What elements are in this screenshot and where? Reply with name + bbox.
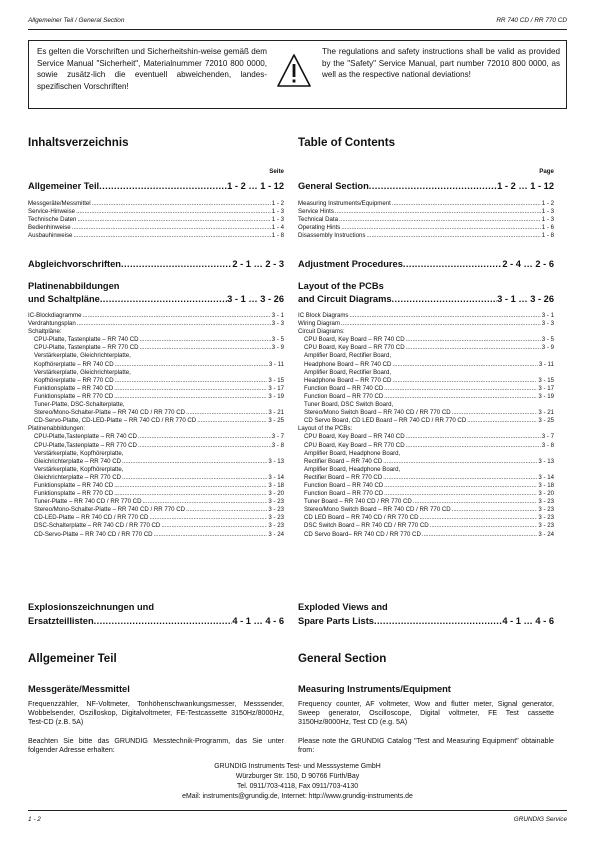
section-title-line1: Layout of the PCBs — [298, 281, 384, 291]
toc-entry — [298, 490, 554, 498]
toc-entry-page: 1 - 8 — [271, 232, 284, 240]
section-title-line2: and Circuit Diagrams — [298, 294, 392, 304]
toc-entry-page: 3 - 23 — [538, 506, 554, 514]
toc-entry-label: Verstärkerplatte, Gleichrichterplatte, — [34, 368, 131, 376]
section-pages: 4 - 1 … 4 - 6 — [502, 616, 554, 626]
dot-leader — [154, 531, 268, 539]
toc-entry — [298, 312, 554, 320]
dot-leader — [197, 417, 267, 425]
toc-entry — [28, 433, 284, 441]
toc-entry-page: 3 - 13 — [268, 457, 284, 465]
dot-leader — [341, 320, 541, 328]
dot-leader — [114, 393, 267, 401]
toc-entry — [28, 208, 284, 216]
toc-entry — [298, 336, 554, 344]
toc-entry — [28, 232, 284, 240]
toc-entry-label: CPU-Platte,Tastenplatte – RR 770 CD — [34, 441, 137, 449]
dot-leader — [76, 208, 271, 216]
toc-entry-page: 3 - 24 — [268, 530, 284, 538]
toc-entry-label: Kopfhörerplatte – RR 770 CD — [34, 376, 114, 384]
toc-entry-page: 3 - 23 — [268, 498, 284, 506]
toc-entry-label: Rectifier Board – RR 770 CD — [304, 473, 383, 481]
toc-entry — [298, 531, 554, 539]
toc-entry-page: 3 - 20 — [538, 490, 554, 498]
toc-entry — [298, 466, 554, 474]
dot-leader — [77, 216, 270, 224]
toc-entry-page: 3 - 23 — [268, 522, 284, 530]
general-subtitle-de: Messgeräte/Messmittel — [28, 684, 130, 694]
page-column-label-de: Seite — [269, 168, 284, 175]
toc-entry-page: 3 - 7 — [541, 433, 554, 441]
toc-entry — [298, 224, 554, 232]
toc-entry-page: 3 - 23 — [268, 506, 284, 514]
notice-en: The regulations and safety instructions shall be valid as provided by the "Safety" Service Manual, part number 72010 800 0000, as well as the respective national deviations! — [322, 47, 560, 80]
dot-leader — [186, 409, 267, 417]
toc-entry-label: Amplifier Board, Headphone Board, — [304, 449, 401, 457]
toc-entry-page: 3 - 21 — [268, 409, 284, 417]
toc-entry — [298, 328, 554, 336]
toc-entry-page: 1 - 3 — [541, 216, 554, 224]
toc-entry — [28, 458, 284, 466]
section-title: Allgemeiner Teil — [28, 181, 100, 191]
toc-entry-label: Stereo/Mono-Schalter-Platte – RR 740 CD / RR 770 CD — [34, 409, 186, 417]
dot-leader — [92, 200, 271, 208]
toc-entry-page: 3 - 3 — [271, 320, 284, 328]
section-pages: 1 - 2 … 1 - 12 — [227, 181, 284, 191]
toc-entry — [28, 490, 284, 498]
toc-entry-label: Circuit Diagrams: — [298, 328, 345, 336]
toc-section-exploded-de — [28, 601, 284, 627]
toc-entry-label: Stereo/Mono-Schalter-Platte – RR 740 CD / RR 770 CD — [34, 506, 186, 514]
header-right: RR 740 CD / RR 770 CD — [496, 17, 567, 24]
section-title: Abgleichvorschriften — [28, 259, 121, 269]
toc-entry-page: 3 - 23 — [538, 514, 554, 522]
toc-list-general-de — [28, 200, 284, 240]
general-p2-en: Please note the GRUNDIG Catalog "Test and Measuring Equipment" obtainable from: — [298, 737, 554, 755]
toc-entry-label: Tuner Board – RR 740 CD / RR 770 CD — [304, 498, 412, 506]
section-title: General Section — [298, 181, 369, 191]
toc-entry-page: 3 - 14 — [268, 473, 284, 481]
toc-entry — [298, 425, 554, 433]
toc-entry-page: 1 - 4 — [271, 224, 284, 232]
toc-entry — [298, 377, 554, 385]
toc-entry-page: 1 - 8 — [541, 232, 554, 240]
dot-leader — [392, 377, 537, 385]
toc-entry-page: 3 - 8 — [541, 441, 554, 449]
toc-entry — [298, 385, 554, 393]
toc-entry-page: 3 - 1 — [541, 312, 554, 319]
dot-leader — [114, 385, 267, 393]
section-title-line1: Explosionszeichnungen und — [28, 602, 155, 612]
dot-leader — [384, 482, 537, 490]
toc-entry-label: Technical Data — [298, 216, 338, 224]
toc-entry-page: 3 - 7 — [271, 433, 284, 441]
dot-leader — [406, 433, 541, 441]
toc-entry-label: Amplifier Board, Rectifier Board, — [304, 352, 392, 360]
toc-entry — [28, 474, 284, 482]
toc-entry — [298, 393, 554, 401]
toc-entry-page: 3 - 3 — [541, 320, 554, 328]
toc-entry-label: CPU-Platte,Tastenplatte – RR 740 CD — [34, 433, 137, 441]
toc-entry-label: Bedienhinweise — [28, 224, 71, 232]
dot-leader — [161, 522, 267, 530]
toc-entry-label: CD Servo Board, CD LED Board – RR 740 CD / RR 770 CD — [304, 417, 467, 425]
toc-entry — [28, 328, 284, 336]
toc-entry — [28, 200, 284, 208]
toc-entry-page: 3 - 11 — [538, 360, 554, 368]
toc-entry-label: Ausbauhinweise — [28, 232, 73, 240]
dot-leader — [392, 361, 537, 369]
address-block — [28, 762, 567, 802]
toc-entry-page: 3 - 19 — [538, 392, 554, 400]
toc-entry-label: Tuner Board, DSC Switch Board, — [304, 401, 394, 409]
toc-entry-page: 3 - 5 — [271, 336, 284, 344]
address-line: GRUNDIG Instruments Test- und Messsysteme GmbH — [214, 763, 381, 770]
toc-entry — [28, 514, 284, 522]
dot-leader — [115, 361, 268, 369]
toc-entry — [28, 417, 284, 425]
toc-entry-page: 3 - 20 — [268, 490, 284, 498]
dot-leader — [122, 458, 267, 466]
toc-section-layout-de — [28, 280, 284, 305]
toc-entry — [28, 522, 284, 530]
toc-entry-page: 3 - 5 — [541, 336, 554, 344]
toc-entry-label: Tuner-Platte, DSC-Schalterplatte, — [34, 401, 125, 409]
page-header — [28, 17, 567, 24]
toc-entry-page: 3 - 21 — [538, 409, 554, 417]
dot-leader — [384, 490, 537, 498]
toc-section-layout-en — [298, 280, 554, 305]
section-title: Adjustment Procedures — [298, 259, 403, 269]
toc-entry-label: Verstärkerplatte, Kopfhörerplatte, — [34, 449, 124, 457]
toc-entry — [298, 344, 554, 352]
toc-entry — [28, 336, 284, 344]
dot-leader — [114, 482, 267, 490]
toc-entry-page: 3 - 8 — [271, 441, 284, 449]
toc-entry-label: CPU Board, Key Board – RR 740 CD — [304, 336, 405, 344]
section-title-line2: Ersatzteillisten — [28, 616, 94, 626]
toc-entry — [298, 498, 554, 506]
toc-entry-page: 3 - 17 — [268, 384, 284, 392]
toc-entry-label: DSC Switch Board – RR 740 CD / RR 770 CD — [304, 522, 429, 530]
toc-entry-page: 3 - 23 — [268, 514, 284, 522]
toc-section-adjust-en — [298, 258, 554, 270]
dot-leader — [452, 409, 538, 417]
toc-entry-page: 3 - 23 — [538, 522, 554, 530]
toc-list-layout-en — [298, 312, 554, 539]
toc-entry-page: 3 - 15 — [268, 376, 284, 384]
toc-entry — [28, 506, 284, 514]
toc-entry — [298, 200, 554, 208]
toc-entry — [28, 393, 284, 401]
section-title-line2: und Schaltpläne — [28, 294, 100, 304]
section-title-line1: Exploded Views and — [298, 602, 388, 612]
toc-entry-label: CPU Board, Key Board – RR 770 CD — [304, 344, 405, 352]
dot-leader — [115, 377, 268, 385]
dot-leader — [149, 514, 267, 522]
toc-entry-label: Gleichrichterplatte – RR 770 CD — [34, 473, 122, 481]
toc-entry-label: DSC-Schalterplatte – RR 740 CD / RR 770 CD — [34, 522, 161, 530]
toc-entry-label: IC-Blockdiagramme — [28, 312, 82, 319]
dot-leader — [83, 312, 271, 320]
toc-entry — [28, 377, 284, 385]
toc-entry-label: Verstärkerplatte, Gleichrichterplatte, — [34, 352, 131, 360]
toc-entry-label: Service-Hinweise — [28, 208, 76, 216]
dot-leader — [452, 506, 538, 514]
general-p1-de: Frequenzzähler, NF-Voltmeter, Tonhöhenschwankungsmesser, Messsender, Wobbelsender, Oszilloskop, Digitalvoltmeter, FE-Testcassette 3150Hz/8000Hz, Test-CD (z.B. 5A) — [28, 700, 284, 727]
toc-entry-label: Stereo/Mono Switch Board – RR 740 CD / RR 770 CD — [304, 506, 451, 514]
toc-entry — [298, 216, 554, 224]
dot-leader — [339, 216, 541, 224]
toc-entry-page: 3 - 18 — [538, 481, 554, 489]
dot-leader — [366, 232, 540, 240]
toc-entry-page: 3 - 15 — [538, 376, 554, 384]
toc-entry-label: Amplifier Board, Rectifier Board, — [304, 368, 392, 376]
dot-leader — [335, 208, 541, 216]
toc-entry-label: Rectifier Board – RR 740 CD — [304, 457, 383, 465]
page-number: 1 - 2 — [28, 816, 41, 823]
toc-entry-page: 3 - 18 — [268, 481, 284, 489]
section-pages: 3 - 1 … 3 - 26 — [227, 294, 284, 304]
toc-entry — [28, 409, 284, 417]
dot-leader — [467, 417, 537, 425]
toc-entry-label: Layout of the PCBs: — [298, 425, 353, 433]
toc-entry — [298, 409, 554, 417]
toc-entry-label: Function Board – RR 740 CD — [304, 384, 384, 392]
toc-entry-label: Funktionsplatte – RR 770 CD — [34, 392, 114, 400]
toc-entry — [298, 442, 554, 450]
toc-entry-label: Headphone Board – RR 740 CD — [304, 360, 392, 368]
toc-entry — [298, 458, 554, 466]
toc-section-exploded-en — [298, 601, 554, 627]
toc-entry — [28, 320, 284, 328]
toc-entry-page: 1 - 2 — [541, 200, 554, 207]
section-title-line1: Platinenabbildungen — [28, 281, 120, 291]
dot-leader — [186, 506, 267, 514]
toc-entry — [298, 320, 554, 328]
toc-entry-label: CD LED Board – RR 740 CD / RR 770 CD — [304, 514, 419, 522]
toc-entry — [298, 506, 554, 514]
toc-entry-label: Technische Daten — [28, 216, 77, 224]
toc-entry-page: 1 - 3 — [271, 208, 284, 216]
toc-entry-label: Funktionsplatte – RR 740 CD — [34, 384, 114, 392]
notice-de: Es gelten die Vorschriften und Sicherheitshin-weise gemäß dem Service Manual "Sicherheit", Materialnummer 72010 800 0000, sowie zusätz-lich die eventuell abweichenden, landes-spezifischen Vorschriften! — [37, 47, 267, 91]
toc-entry — [28, 369, 284, 377]
dot-leader — [384, 385, 537, 393]
toc-entry — [298, 474, 554, 482]
toc-entry-label: Kopfhörerplatte – RR 740 CD — [34, 360, 114, 368]
toc-entry-page: 3 - 1 — [271, 312, 284, 319]
toc-entry — [28, 352, 284, 360]
toc-entry-label: Function Board – RR 770 CD — [304, 490, 384, 498]
toc-entry-label: Function Board – RR 740 CD — [304, 481, 384, 489]
section-pages: 1 - 2 … 1 - 12 — [497, 181, 554, 191]
toc-entry — [298, 208, 554, 216]
toc-entry — [298, 232, 554, 240]
toc-entry-page: 3 - 25 — [538, 417, 554, 425]
toc-entry-page: 3 - 17 — [538, 384, 554, 392]
toc-entry-label: IC Block Diagrams — [298, 312, 349, 319]
page-footer — [28, 816, 567, 823]
toc-entry — [28, 531, 284, 539]
address-line: Würzburger Str. 150, D 90766 Fürth/Bay — [235, 772, 360, 780]
general-subtitle-en: Measuring Instruments/Equipment — [298, 684, 451, 694]
toc-entry — [28, 216, 284, 224]
toc-entry-label: Operating Hints — [298, 224, 341, 232]
toc-title-en: Table of Contents — [298, 136, 396, 149]
toc-entry — [28, 442, 284, 450]
toc-entry — [298, 369, 554, 377]
header-left: Allgemeiner Teil / General Section — [28, 17, 125, 24]
dot-leader — [349, 312, 540, 320]
toc-entry-label: CPU Board, Key Board – RR 770 CD — [304, 441, 405, 449]
dot-leader — [430, 522, 538, 530]
toc-entry-label: Gleichrichterplatte – RR 740 CD — [34, 457, 122, 465]
toc-entry-label: Wiring Diagram — [298, 320, 340, 328]
toc-entry-label: CD Servo Board– RR 740 CD / RR 770 CD — [304, 530, 421, 538]
dot-leader — [383, 474, 537, 482]
dot-leader — [422, 531, 538, 539]
toc-entry-label: CD-Servo-Platte – RR 740 CD / RR 770 CD — [34, 530, 153, 538]
dot-leader — [73, 232, 270, 240]
dot-leader — [413, 498, 538, 506]
header-rule — [28, 29, 567, 30]
toc-section-general-de — [28, 180, 284, 192]
section-pages: 4 - 1 … 4 - 6 — [232, 616, 284, 626]
address-line: eMail: instruments@grundig.de, Internet: http://www.grundig-instruments.de — [182, 792, 413, 800]
dot-leader — [406, 442, 541, 450]
dot-leader — [392, 200, 541, 208]
toc-list-general-en — [298, 200, 554, 240]
toc-entry — [298, 352, 554, 360]
toc-entry-page: 3 - 11 — [268, 360, 284, 368]
general-p2-de: Beachten Sie bitte das GRUNDIG Messtechnik-Programm, das Sie unter folgender Adresse erhalten: — [28, 737, 284, 755]
toc-entry — [298, 482, 554, 490]
toc-entry-page: 1 - 3 — [271, 216, 284, 224]
toc-entry-label: CD-Servo-Platte, CD-LED-Platte – RR 740 CD / RR 770 CD — [34, 417, 197, 425]
toc-entry — [28, 344, 284, 352]
toc-entry-page: 3 - 24 — [538, 530, 554, 538]
toc-entry — [298, 401, 554, 409]
toc-entry-label: Schaltpläne: — [28, 328, 62, 336]
dot-leader — [122, 474, 267, 482]
dot-leader — [341, 224, 540, 232]
toc-entry — [28, 425, 284, 433]
dot-leader — [419, 514, 537, 522]
dot-leader — [114, 490, 267, 498]
toc-entry — [28, 466, 284, 474]
toc-entry-label: Verstärkerplatte, Kopfhörerplatte, — [34, 465, 124, 473]
toc-entry — [28, 450, 284, 458]
toc-title-de: Inhaltsverzeichnis — [28, 136, 129, 149]
dot-leader — [140, 344, 271, 352]
toc-section-general-en — [298, 180, 554, 192]
general-title-en: General Section — [298, 652, 387, 665]
toc-entry-page: 1 - 6 — [541, 224, 554, 232]
toc-entry-label: Platinenabbildungen: — [28, 425, 85, 433]
warning-triangle-icon — [276, 53, 312, 89]
safety-notice — [28, 40, 567, 109]
toc-entry-label: Headphone Board – RR 770 CD — [304, 376, 392, 384]
toc-entry-label: Messgeräte/Messmittel — [28, 200, 91, 207]
section-title-line2: Spare Parts Lists — [298, 616, 374, 626]
toc-entry-label: Funktionsplatte – RR 740 CD — [34, 481, 114, 489]
toc-entry-page: 3 - 23 — [538, 498, 554, 506]
footer-right: GRUNDIG Service — [513, 816, 567, 823]
footer-rule — [28, 810, 567, 811]
toc-entry-label: Disassembly Instructions — [298, 232, 366, 240]
dot-leader — [384, 393, 537, 401]
toc-list-layout-de — [28, 312, 284, 539]
section-pages: 3 - 1 … 3 - 26 — [497, 294, 554, 304]
toc-entry-label: CPU-Platte, Tastenplatte – RR 770 CD — [34, 344, 139, 352]
dot-leader — [77, 320, 271, 328]
toc-entry-page: 3 - 19 — [268, 392, 284, 400]
general-title-de: Allgemeiner Teil — [28, 652, 117, 665]
toc-entry — [298, 361, 554, 369]
toc-entry-label: CPU-Platte, Tastenplatte – RR 740 CD — [34, 336, 139, 344]
section-pages: 2 - 1 … 2 - 3 — [232, 259, 284, 269]
toc-entry-label: Stereo/Mono Switch Board – RR 740 CD / RR 770 CD — [304, 409, 451, 417]
dot-leader — [138, 433, 271, 441]
toc-entry-page: 3 - 13 — [538, 457, 554, 465]
toc-entry — [28, 224, 284, 232]
toc-section-adjust-de — [28, 258, 284, 270]
toc-entry-page: 3 - 9 — [271, 344, 284, 352]
toc-entry-label: Verdrahtungsplan — [28, 320, 76, 328]
toc-entry-label: Tuner-Platte – RR 740 CD / RR 770 CD — [34, 498, 142, 506]
toc-entry-label: CPU Board, Key Board – RR 740 CD — [304, 433, 405, 441]
dot-leader — [406, 336, 541, 344]
toc-entry-label: Amplifier Board, Headphone Board, — [304, 465, 401, 473]
toc-entry-page: 3 - 25 — [268, 417, 284, 425]
toc-entry — [28, 385, 284, 393]
toc-entry — [28, 498, 284, 506]
page-column-label-en: Page — [539, 168, 554, 175]
toc-entry-label: Function Board – RR 770 CD — [304, 392, 384, 400]
toc-entry — [298, 417, 554, 425]
toc-entry-page: 3 - 14 — [538, 473, 554, 481]
dot-leader — [142, 498, 267, 506]
dot-leader — [406, 344, 541, 352]
toc-entry — [298, 450, 554, 458]
toc-entry — [28, 312, 284, 320]
dot-leader — [138, 442, 271, 450]
toc-entry — [28, 361, 284, 369]
toc-entry-page: 1 - 2 — [271, 200, 284, 207]
section-pages: 2 - 4 … 2 - 6 — [502, 259, 554, 269]
toc-entry-label: Measuring Instruments/Equipment — [298, 200, 391, 207]
address-line: Tel. 0911/703-4118, Fax 0911/703-4130 — [236, 782, 359, 790]
toc-entry — [28, 401, 284, 409]
toc-entry — [28, 482, 284, 490]
dot-leader — [383, 458, 537, 466]
toc-entry-label: Funktionsplatte – RR 770 CD — [34, 490, 114, 498]
toc-entry — [298, 514, 554, 522]
toc-entry — [298, 433, 554, 441]
toc-entry-label: Service Hints — [298, 208, 334, 216]
toc-entry-page: 1 - 3 — [541, 208, 554, 216]
dot-leader — [140, 336, 271, 344]
toc-entry-label: CD-LED-Platte – RR 740 CD / RR 770 CD — [34, 514, 149, 522]
dot-leader — [72, 224, 271, 232]
general-p1-en: Frequency counter, AF voltmeter, Wow and flutter meter, Signal generator, Sweep generator, Oscilloscope, Digital voltmeter, FE Test cassette 3150Hz/8000Hz, Test CD (e.g. 5A) — [298, 700, 554, 727]
toc-entry — [298, 522, 554, 530]
toc-entry-page: 3 - 9 — [541, 344, 554, 352]
